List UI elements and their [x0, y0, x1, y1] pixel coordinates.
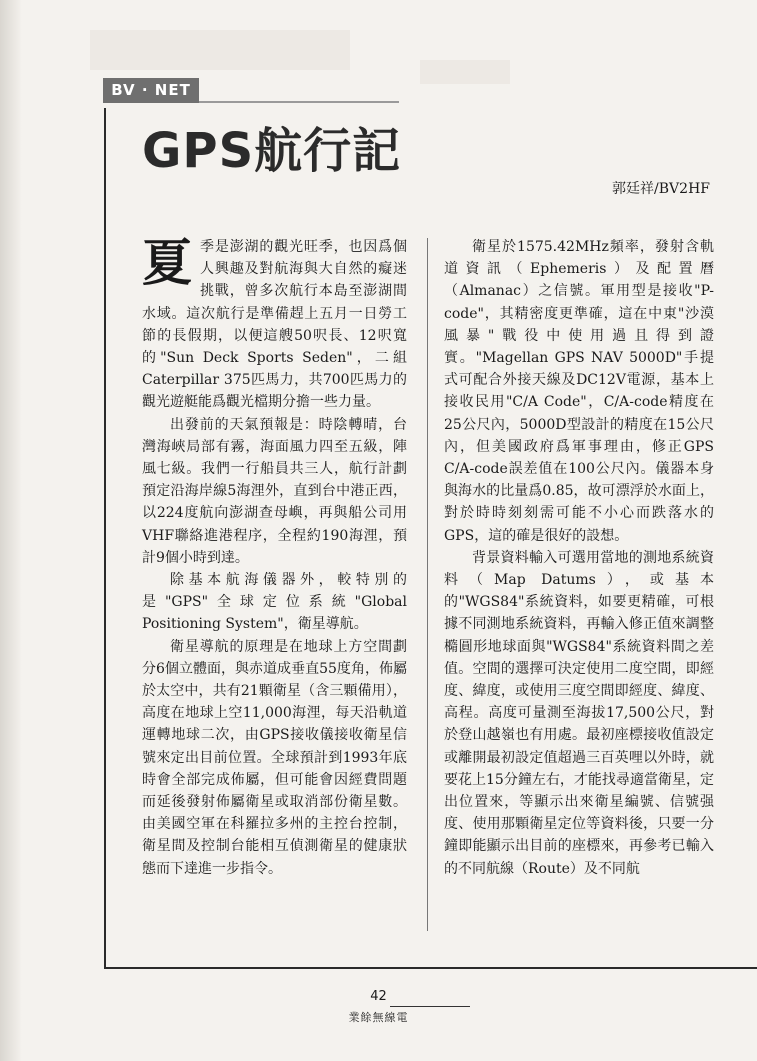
paragraph-text: 季是澎湖的觀光旺季，也因爲個人興趣及對航海與大自然的癡迷挑戰，曾多次航行本島至澎湖間水域。這次航行是準備趕上五月一日勞工節的長假期，以便這艘50呎長、12呎寬的"Sun Deck Sports Seden"，二組Caterpillar 375匹馬力，共700匹馬力的觀光遊艇能爲觀光檔期分擔一些力量。 — [142, 239, 407, 411]
page-gutter-shadow — [0, 0, 22, 1061]
column-divider — [427, 238, 428, 931]
section-tag: BV · NET — [103, 78, 199, 103]
page-number: 42 — [370, 989, 387, 1004]
paragraph: 除基本航海儀器外，較特別的是"GPS"全球定位系統"Global Positioning System"，衛星導航。 — [142, 572, 407, 633]
paragraph — [142, 233, 407, 414]
header-rule — [199, 101, 399, 103]
paragraph: 衛星於1575.42MHz頻率，發射含軌道資訊（Ephemeris）及配置曆（Almanac）之信號。軍用型是接收"P-code"，其精密度更準確，這在中東"沙漠風暴"戰役中使用過且得到證實。"Magellan GPS NAV 5000D"手提式可配合外接天線及DC12V電源，基本上接收民用"C/A Code"，C/A-code精度在25公尺內，5000D型設計的精度在15公尺內，但美國政府爲軍事理由，修正GPS C/A-code誤差值在100公尺內。儀器本身與海水的比量爲0.85，故可漂浮於水面上，對於時時刻刻需可能不小心而跌落水的GPS，這的確是很好的設想。 — [444, 239, 714, 544]
paragraph: 背景資料輸入可選用當地的測地系統資料（Map Datums），或基本的"WGS84"系統資料，如要更精確，可根據不同測地系統資料，再輸入修正值來調整橢圓形地球面與"WGS84"系統資料間之差值。空間的選擇可決定使用二度空間，即經度、緯度，或使用三度空間即經度、緯度、高程。高度可量測至海拔17,500公尺，對於登山越嶺也有用處。最初座標接收值設定或離開最初設定值超過三百英哩以外時，就要花上15分鐘左右，才能找尋適當衛星，定出位置來，等顯示出來衛星編號、信號强度、使用那顆衛星定位等資料後，只要一分鐘即能顯示出目前的座標來，再參考已輸入的不同航線（Route）及不同航 — [444, 549, 714, 877]
footer-rule — [390, 1006, 470, 1007]
frame-bottom-rule — [104, 967, 757, 969]
article-column-right — [444, 236, 714, 880]
article-column-left — [142, 233, 407, 880]
bleed-through-block — [420, 60, 510, 84]
paragraph: 衛星導航的原理是在地球上方空間劃分6個立體面，與赤道成垂直55度角，佈屬於太空中，共有21顆衛星（含三顆備用），高度在地球上空11,000海浬，每天沿軌道運轉地球二次，由GPS接收儀接收衛星信號來定出目前位置。全球預計到1993年底時會全部完成佈屬，但可能會因經費問題而延後發射佈屬衛星或取消部份衛星數。由美國空軍在科羅拉多州的主控台控制，衛星間及控制台能相互偵測衛星的健康狀態而下達進一步指令。 — [142, 638, 407, 877]
bleed-through-block — [90, 30, 350, 70]
paragraph: 出發前的天氣預報是：時陰轉晴，台灣海峽局部有霧，海面風力四至五級，陣風七級。我們一行船員共三人，航行計劃預定沿海岸線5海浬外，直到台中港正西，以224度航向澎湖查母嶼，再與船公司用VHF聯絡進港程序，全程約190海浬，預計9個小時到達。 — [142, 416, 407, 566]
drop-cap: 夏 — [142, 233, 192, 292]
magazine-name: 業餘無線電 — [348, 1011, 409, 1024]
article-author: 郭廷祥/BV2HF — [612, 181, 710, 197]
article-title: GPS航行記 — [142, 123, 402, 179]
frame-vertical-rule — [104, 108, 106, 968]
